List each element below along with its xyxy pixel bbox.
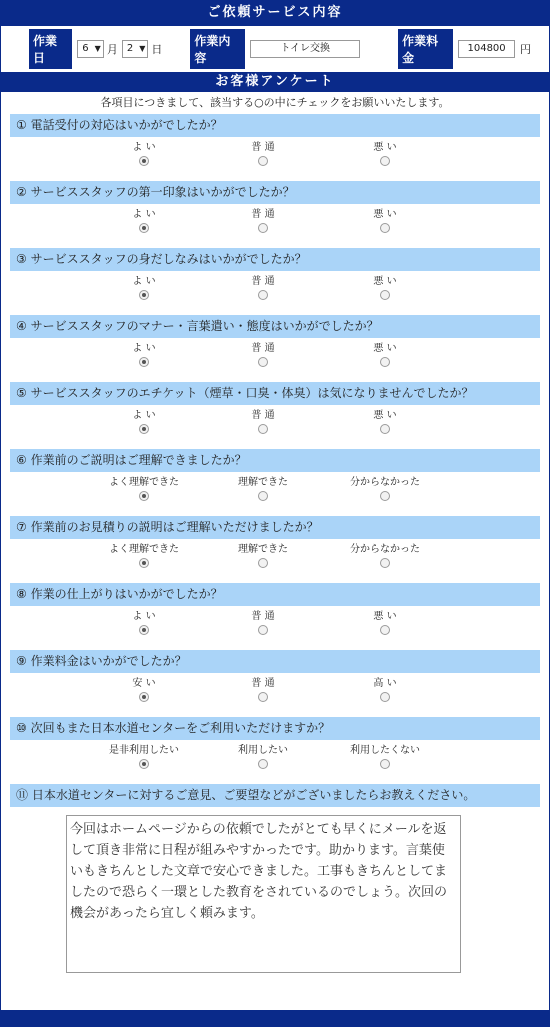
answer-option <box>203 208 323 236</box>
option-label: よ い <box>132 343 156 354</box>
option-label: 分からなかった <box>350 477 420 488</box>
answer-option <box>325 543 445 571</box>
answer-option <box>203 543 323 571</box>
radio-button[interactable] <box>380 357 390 367</box>
answer-option <box>84 610 204 638</box>
radio-button[interactable] <box>380 692 390 702</box>
radio-button[interactable] <box>258 156 268 166</box>
option-label: 利用したくない <box>350 745 420 756</box>
option-label: 高 い <box>373 678 397 689</box>
answer-option <box>325 476 445 504</box>
option-label: 普 通 <box>251 343 275 354</box>
survey-header: お客様アンケート <box>1 72 549 92</box>
radio-button[interactable] <box>258 357 268 367</box>
content-field[interactable]: トイレ交換 <box>250 40 360 58</box>
content-label: 作業内容 <box>190 29 245 69</box>
answer-option <box>325 744 445 772</box>
option-label: 普 通 <box>251 678 275 689</box>
survey-question <box>10 315 540 382</box>
question-heading: ⑧ 作業の仕上がりはいかがでしたか？ <box>10 583 540 606</box>
survey-question <box>10 449 540 516</box>
survey-question <box>10 583 540 650</box>
answer-option <box>84 208 204 236</box>
answer-option <box>84 141 204 169</box>
option-label: 安 い <box>132 678 156 689</box>
radio-button[interactable] <box>139 625 149 635</box>
answer-options <box>10 472 540 516</box>
radio-button[interactable] <box>139 357 149 367</box>
question-heading: ⑩ 次回もまた日本水道センターをご利用いただけますか？ <box>10 717 540 740</box>
answer-option <box>325 342 445 370</box>
option-label: 悪 い <box>373 276 397 287</box>
option-label: よ い <box>132 611 156 622</box>
survey-question <box>10 650 540 717</box>
radio-button[interactable] <box>380 759 390 769</box>
option-label: 理解できた <box>238 477 288 488</box>
answer-option <box>203 476 323 504</box>
option-label: 理解できた <box>238 544 288 555</box>
radio-button[interactable] <box>380 491 390 501</box>
answer-option <box>325 141 445 169</box>
answer-option <box>203 677 323 705</box>
answer-options <box>10 673 540 717</box>
option-label: 利用したい <box>238 745 288 756</box>
answer-option <box>325 275 445 303</box>
radio-button[interactable] <box>139 424 149 434</box>
option-label: 分からなかった <box>350 544 420 555</box>
answer-option <box>203 275 323 303</box>
radio-button[interactable] <box>139 692 149 702</box>
radio-button[interactable] <box>380 290 390 300</box>
comment-area <box>1 807 549 997</box>
option-label: 普 通 <box>251 410 275 421</box>
answer-option <box>203 342 323 370</box>
question-heading: ④ サービススタッフのマナー・言葉遣い・態度はいかがでしたか？ <box>10 315 540 338</box>
answer-option <box>203 409 323 437</box>
service-info-row <box>1 26 549 72</box>
answer-option <box>84 677 204 705</box>
option-label: よく理解できた <box>109 544 179 555</box>
survey-question <box>10 516 540 583</box>
answer-options <box>10 539 540 583</box>
option-label: 悪 い <box>373 343 397 354</box>
option-label: 是非利用したい <box>109 745 179 756</box>
radio-button[interactable] <box>380 625 390 635</box>
question-heading: ⑤ サービススタッフのエチケット（煙草・口臭・体臭）は気になりませんでしたか？ <box>10 382 540 405</box>
question-heading: ⑪ 日本水道センターに対するご意見、ご要望などがございましたらお教えください。 <box>10 784 540 807</box>
footer-band <box>1 1010 549 1026</box>
answer-option <box>325 409 445 437</box>
option-label: よ い <box>132 142 156 153</box>
month-select[interactable]: 6 ▼ <box>77 40 104 58</box>
answer-options <box>10 338 540 382</box>
question-heading: ⑦ 作業前のお見積りの説明はご理解いただけましたか？ <box>10 516 540 539</box>
option-label: 悪 い <box>373 142 397 153</box>
answer-option <box>84 744 204 772</box>
chevron-down-icon: ▼ <box>94 44 101 53</box>
radio-button[interactable] <box>258 625 268 635</box>
option-label: よ い <box>132 209 156 220</box>
question-list <box>1 114 549 784</box>
option-label: 普 通 <box>251 142 275 153</box>
radio-button[interactable] <box>258 424 268 434</box>
answer-options <box>10 137 540 181</box>
day-select[interactable]: 2 ▼ <box>122 40 149 58</box>
survey-question <box>10 181 540 248</box>
radio-button[interactable] <box>258 759 268 769</box>
question-heading: ⑥ 作業前のご説明はご理解できましたか？ <box>10 449 540 472</box>
option-label: 普 通 <box>251 276 275 287</box>
question-heading: ① 電話受付の対応はいかがでしたか？ <box>10 114 540 137</box>
service-header: ご依頼サービス内容 <box>1 0 549 26</box>
radio-button[interactable] <box>258 491 268 501</box>
answer-option <box>325 208 445 236</box>
question-heading: ⑨ 作業料金はいかがでしたか？ <box>10 650 540 673</box>
answer-options <box>10 740 540 784</box>
radio-button[interactable] <box>139 156 149 166</box>
comment-question <box>10 784 540 807</box>
radio-button[interactable] <box>139 759 149 769</box>
chevron-down-icon: ▼ <box>139 44 146 53</box>
option-label: よ い <box>132 410 156 421</box>
answer-options <box>10 204 540 248</box>
question-heading: ② サービススタッフの第一印象はいかがでしたか？ <box>10 181 540 204</box>
option-label: よ い <box>132 276 156 287</box>
survey-question <box>10 717 540 784</box>
option-label: よく理解できた <box>109 477 179 488</box>
radio-button[interactable] <box>380 424 390 434</box>
answer-option <box>84 543 204 571</box>
month-unit: 月 <box>106 43 118 56</box>
answer-options <box>10 606 540 650</box>
fee-label: 作業料金 <box>398 29 453 69</box>
date-label: 作業日 <box>29 29 72 69</box>
fee-field[interactable]: 104800 <box>458 40 515 58</box>
radio-button[interactable] <box>139 290 149 300</box>
answer-option <box>84 342 204 370</box>
survey-question <box>10 382 540 449</box>
answer-option <box>325 677 445 705</box>
radio-button[interactable] <box>139 223 149 233</box>
answer-options <box>10 405 540 449</box>
answer-option <box>84 275 204 303</box>
radio-button[interactable] <box>380 223 390 233</box>
option-label: 悪 い <box>373 209 397 220</box>
option-label: 普 通 <box>251 611 275 622</box>
day-unit: 日 <box>151 43 163 56</box>
radio-button[interactable] <box>139 491 149 501</box>
comment-textarea[interactable]: 今回はホームページからの依頼でしたがとても早くにメールを返して頂き非常に日程が組みやすかったです。助かります。言葉使いもきちんとした文章で安心できました。工事もきちんとしてましたので恐らく一環とした教育をされているのでしょう。次回の機会があったら宜しく頼みます。 <box>66 815 461 973</box>
radio-button[interactable] <box>258 223 268 233</box>
radio-button[interactable] <box>380 558 390 568</box>
radio-button[interactable] <box>258 290 268 300</box>
radio-button[interactable] <box>258 692 268 702</box>
question-heading: ③ サービススタッフの身だしなみはいかがでしたか？ <box>10 248 540 271</box>
answer-option <box>203 141 323 169</box>
answer-option <box>325 610 445 638</box>
answer-option <box>203 744 323 772</box>
survey-intro: 各項目につきまして、該当する○の中にチェックをお願いいたします。 <box>100 96 450 109</box>
answer-option <box>84 476 204 504</box>
radio-button[interactable] <box>380 156 390 166</box>
radio-button[interactable] <box>139 558 149 568</box>
survey-question <box>10 248 540 315</box>
option-label: 悪 い <box>373 611 397 622</box>
radio-button[interactable] <box>258 558 268 568</box>
survey-question <box>10 114 540 181</box>
answer-option <box>84 409 204 437</box>
fee-unit: 円 <box>520 43 532 56</box>
answer-options <box>10 271 540 315</box>
option-label: 悪 い <box>373 410 397 421</box>
option-label: 普 通 <box>251 209 275 220</box>
answer-option <box>203 610 323 638</box>
